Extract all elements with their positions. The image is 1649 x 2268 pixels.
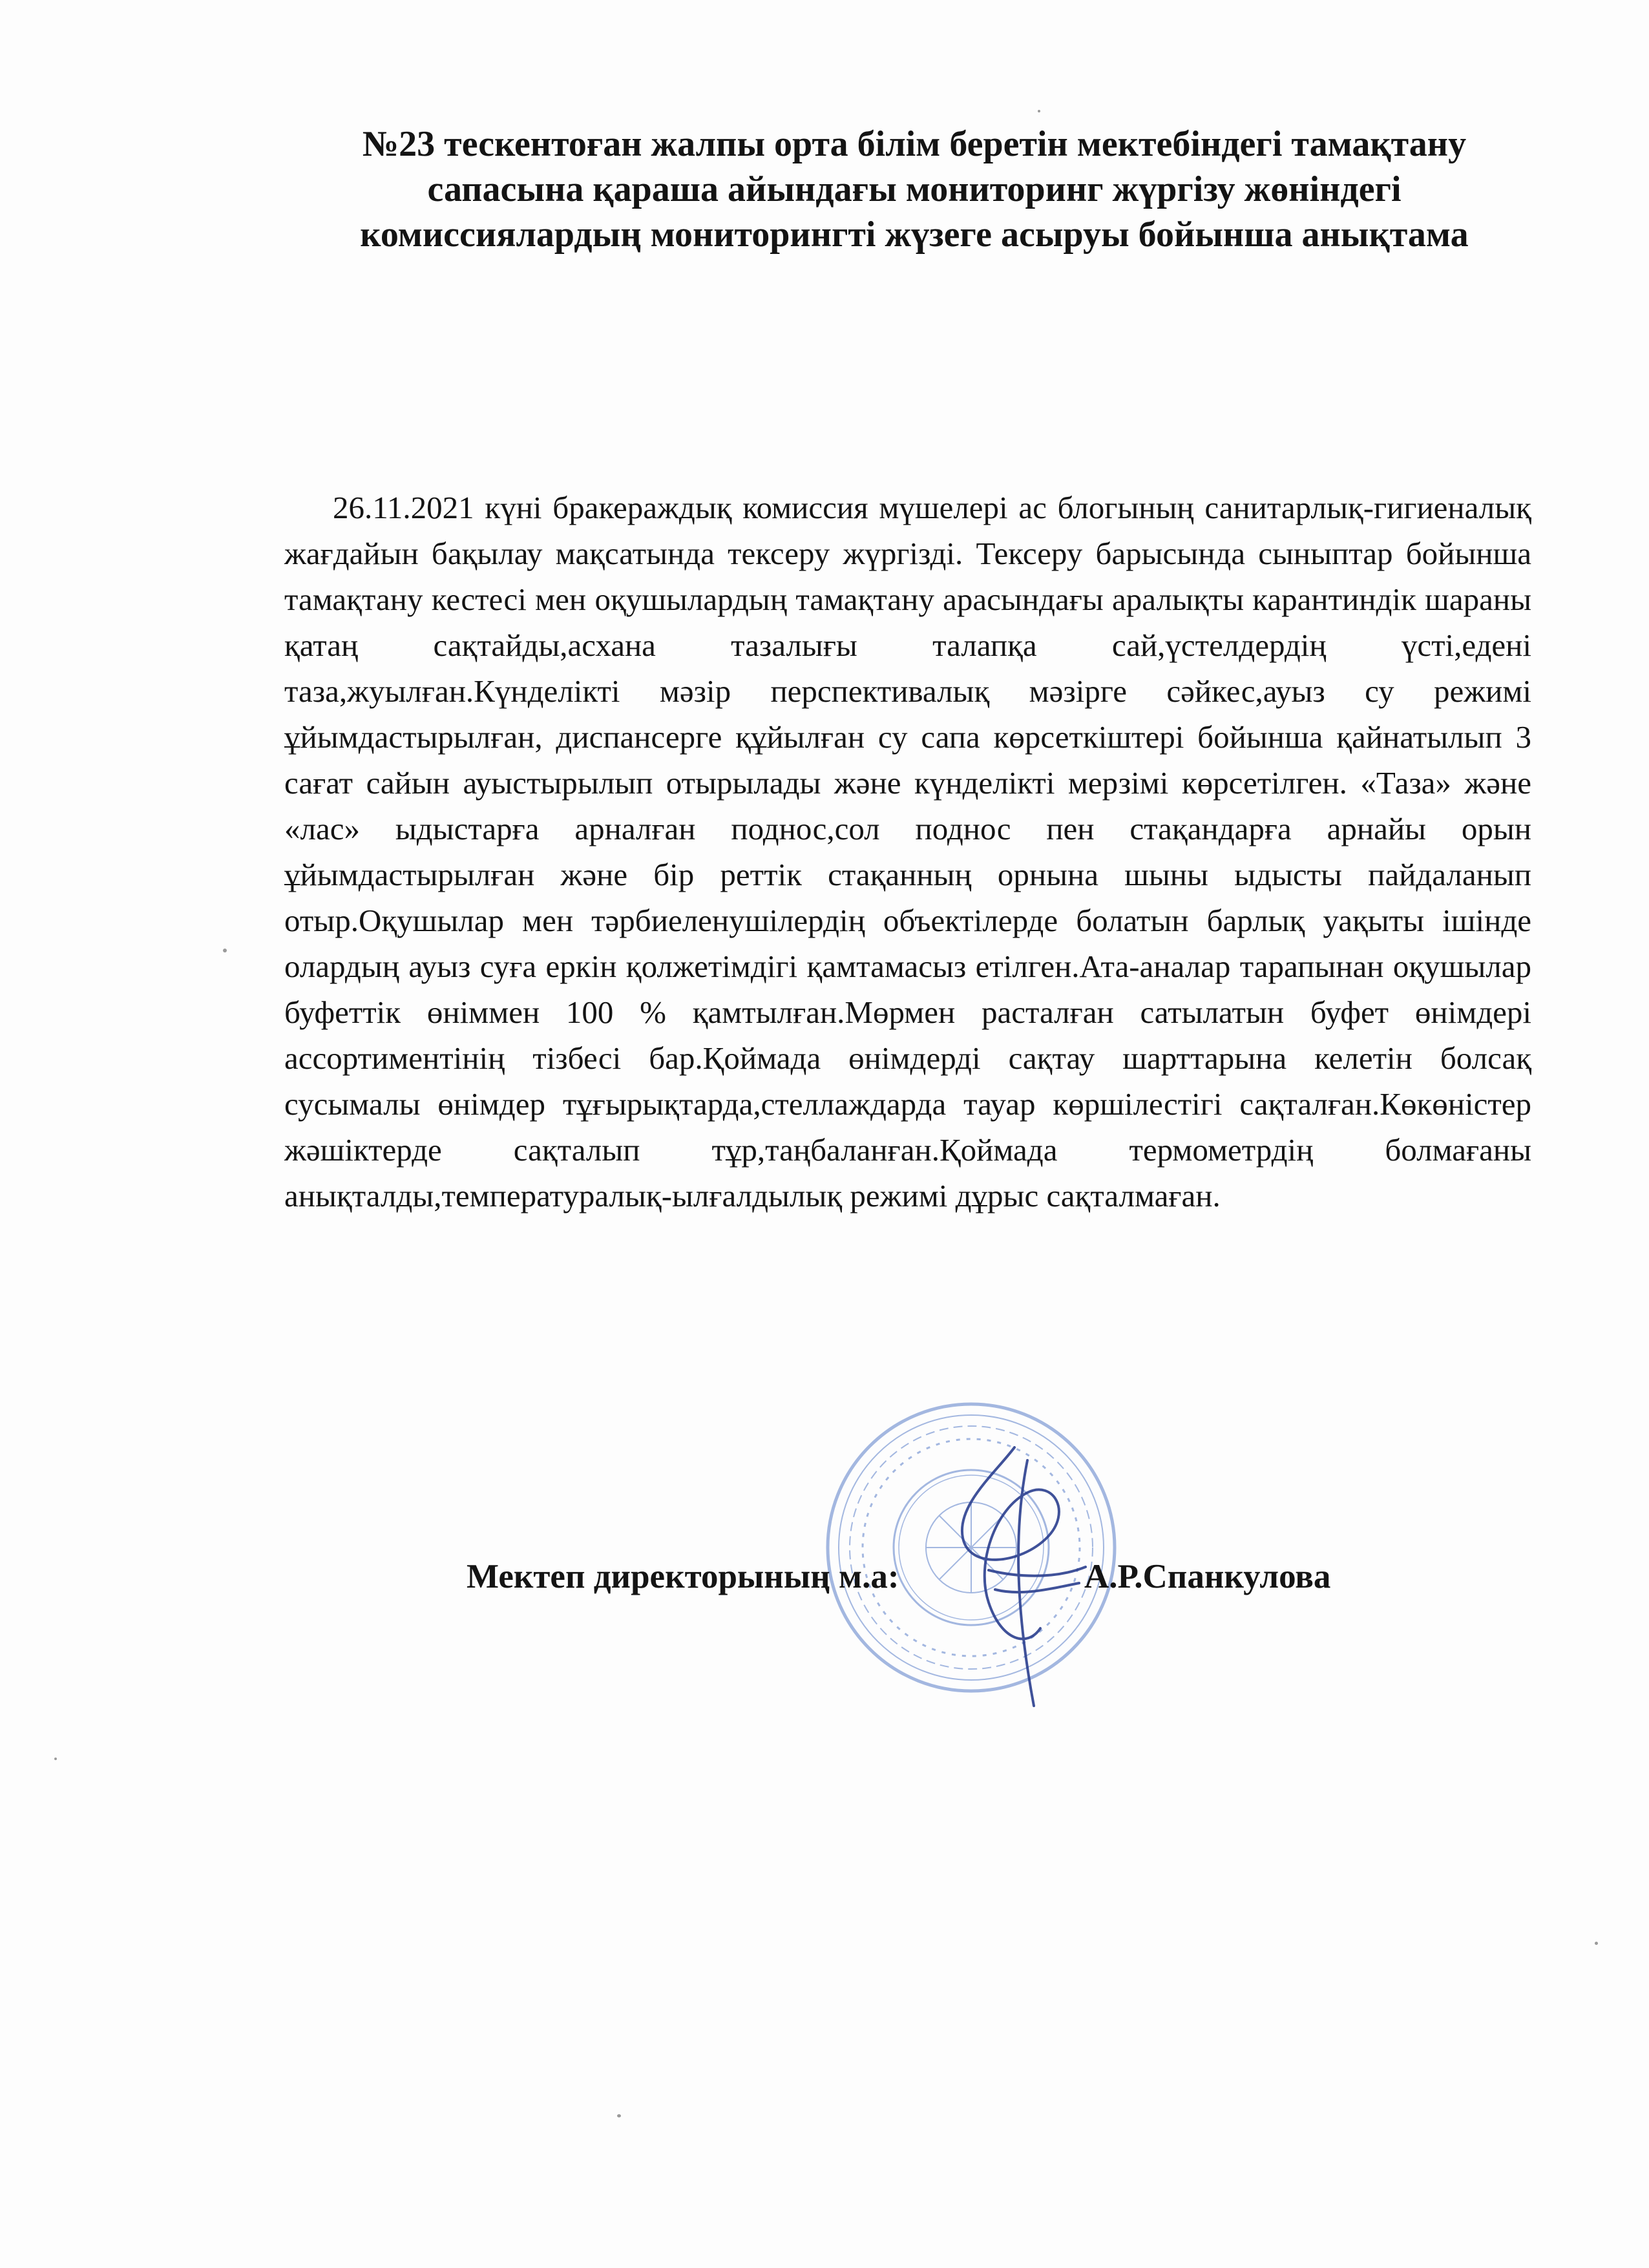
title-line-3: комиссиялардың мониторингті жүзеге асыруы бойынша анықтама <box>360 215 1469 255</box>
signatory-title: Мектеп директорының м.а: <box>467 1558 899 1595</box>
scan-speck <box>1595 1942 1598 1945</box>
signature-block <box>0 1557 1649 1609</box>
scan-speck <box>54 1758 57 1760</box>
scan-speck <box>223 949 227 952</box>
document-title <box>304 121 1525 257</box>
body-paragraph: 26.11.2021 күні бракераждық комиссия мүшелері ас блогының санитарлық-гигиеналық жағдайын бақылау мақсатында тексеру жүргізді. Тексеру барысында сыныптар бойынша тамақтану кестесі мен оқушылардың тамақтану арасындағы аралықты карантиндік шараны қатаң сақтайды,асхана тазалығы талапқа сай,үстелдердің үсті,едені таза,жуылған.Күнделікті мәзір перспективалық мәзірге сәйкес,ауыз су режимі ұйымдастырылған, диспансерге құйылған су сапа көрсеткіштері бойынша қайнатылып 3 сағат сайын ауыстырылып отырылады және күнделікті мерзімі көрсетілген. «Таза» және «лас» ыдыстарға арналған поднос,сол поднос пен стақандарға арнайы орын ұйымдастырылған және бір реттік стақанның орнына шыны ыдысты пайдаланып отыр.Оқушылар мен тәрбиеленушілердің объектілерде болатын барлық уақыты ішінде олардың ауыз суға еркін қолжетімдігі қамтамасыз етілген.Ата-аналар тарапынан оқушылар буфеттік өніммен 100 % қамтылған.Мөрмен расталған сатылатын буфет өнімдері ассортиментінің тізбесі бар.Қоймада өнімдерді сақтау шарттарына келетін болсақ сусымалы өнімдер тұғырықтарда,стеллаждарда тауар көршілестігі сақталған.Көкөністер жәшіктерде сақталып тұр,таңбаланған.Қоймада термометрдің болмағаны анықталды,температуралық-ылғалдылық режимі дұрыс сақталмаған. <box>284 490 1531 1213</box>
document-body <box>284 485 1531 1219</box>
signatory-name: А.Р.Спанкулова <box>1084 1558 1331 1595</box>
scan-speck <box>1038 110 1040 112</box>
title-line-2: сапасына қараша айындағы мониторинг жүргізу жөніндегі <box>427 169 1402 209</box>
title-line-1: №23 тескентоған жалпы орта білім беретін мектебіндегі тамақтану <box>362 124 1467 164</box>
scan-speck <box>617 2114 621 2117</box>
